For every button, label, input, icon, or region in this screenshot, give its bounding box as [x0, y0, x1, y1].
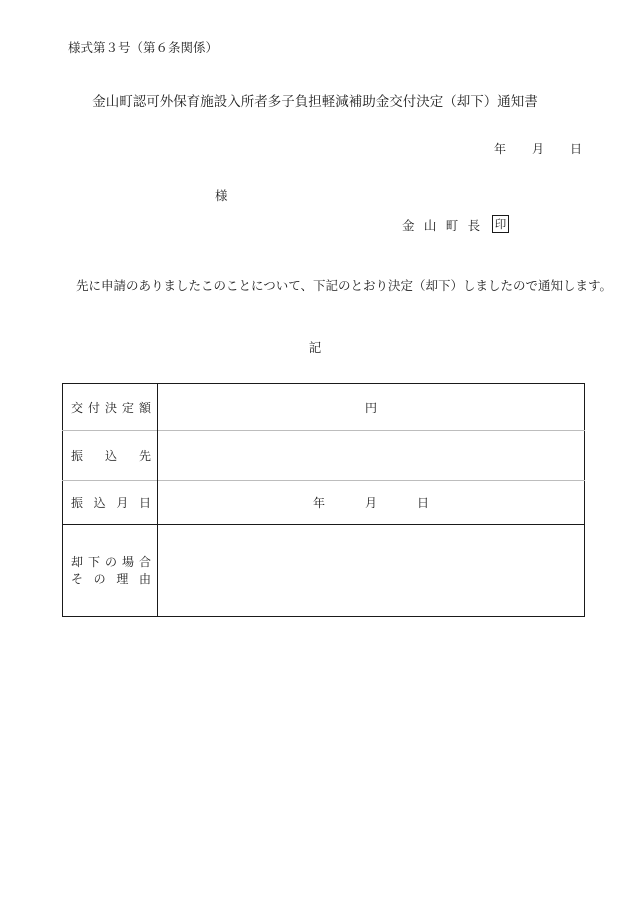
table-row-transfer-date	[63, 481, 585, 525]
table-row-transfer-destination	[63, 431, 585, 481]
issue-date-line	[494, 140, 582, 157]
yen-unit: 円	[364, 400, 377, 415]
transfer-year-unit: 年	[312, 496, 325, 510]
transfer-date-value-cell[interactable]	[158, 481, 585, 525]
transfer-month-unit: 月	[364, 496, 377, 510]
transfer-destination-value-cell[interactable]	[158, 431, 585, 481]
notice-body-text: 先に申請のありましたこのことについて、下記のとおり決定（却下）しましたので通知します。	[76, 278, 613, 293]
ki-heading: 記	[308, 340, 322, 355]
label-transfer-date: 振 込 月 日	[63, 481, 158, 525]
detail-table	[62, 383, 585, 617]
label-amount: 交 付 決 定 額	[63, 384, 158, 431]
label-rejection-reason: 却 下 の 場 合 そ の 理 由	[63, 525, 158, 617]
transfer-day-unit: 日	[417, 496, 430, 510]
issuer-name: 金山町長	[402, 218, 490, 233]
date-year-unit: 年	[493, 142, 506, 156]
amount-value-cell[interactable]	[158, 384, 585, 431]
table-row-rejection-reason	[63, 525, 585, 617]
date-day-unit: 日	[569, 142, 582, 156]
table-row-amount	[63, 384, 585, 431]
label-transfer-destination: 振 込 先	[63, 431, 158, 481]
document-title: 金山町認可外保育施設入所者多子負担軽減補助金交付決定（却下）通知書	[92, 94, 538, 110]
date-month-unit: 月	[531, 142, 544, 156]
seal-mark: 印	[492, 215, 509, 233]
rejection-reason-value-cell[interactable]	[158, 525, 585, 617]
form-number: 様式第３号（第６条関係）	[68, 40, 219, 55]
addressee-suffix: 様	[215, 188, 228, 203]
